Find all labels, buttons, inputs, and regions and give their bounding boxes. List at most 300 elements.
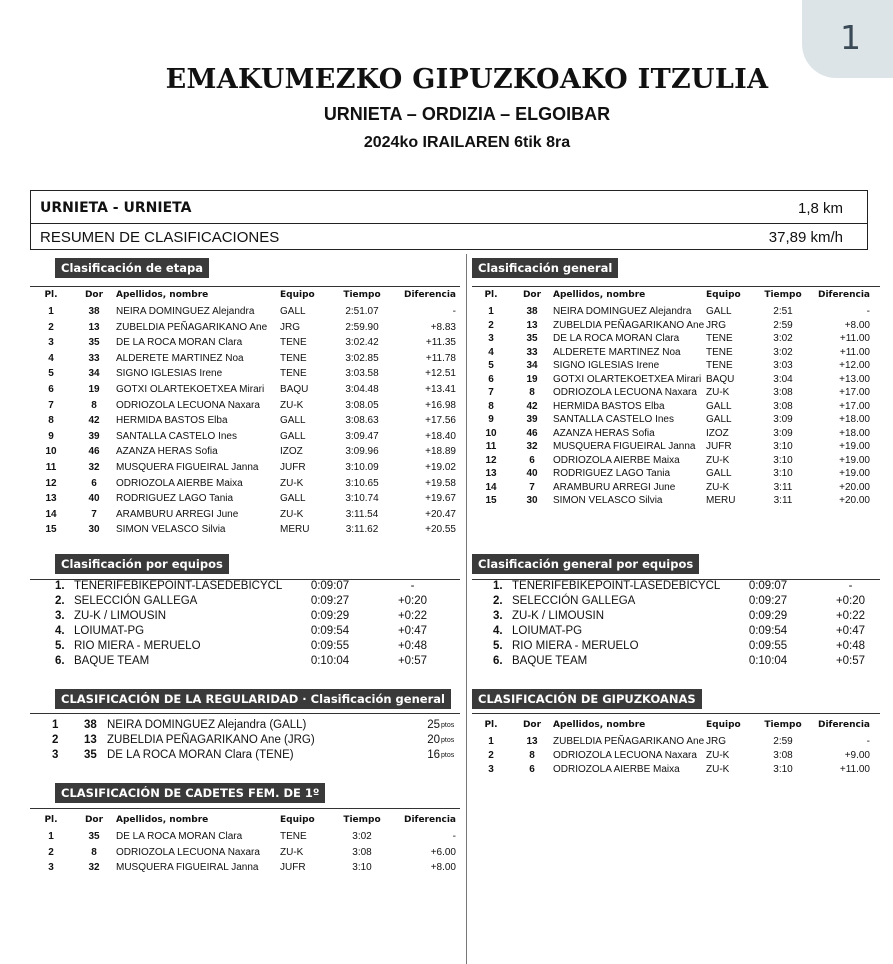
team-time: 0:09:55 xyxy=(748,640,788,652)
cell-dorsal: 40 xyxy=(526,468,538,479)
cell-gap: +17.56 xyxy=(425,415,456,427)
cell-team: ZU-K xyxy=(706,750,730,761)
cell-dorsal: 6 xyxy=(91,477,97,489)
cell-team: GALL xyxy=(706,414,732,425)
cell-team: BAQU xyxy=(706,373,735,385)
cell-gap: +12.51 xyxy=(425,368,456,380)
cell-dorsal: 35 xyxy=(88,831,100,842)
reg-points: 25 xyxy=(427,719,440,731)
cell-dorsal: 30 xyxy=(526,495,538,506)
cell-dorsal: 32 xyxy=(88,462,100,473)
cell-name: GOTXI OLARTEKOETXEA Mirari xyxy=(553,373,702,385)
cell-dorsal: 42 xyxy=(526,400,538,412)
cell-team: TENE xyxy=(280,368,307,380)
team-gap: +0:47 xyxy=(397,625,428,637)
cell-team: JUFR xyxy=(706,441,732,452)
section-general-equipos-title: Clasificación general por equipos xyxy=(472,554,699,574)
cell-time: 3:04.48 xyxy=(345,384,379,395)
cell-gap: +8.00 xyxy=(844,319,870,331)
cell-team: JUFR xyxy=(280,862,306,873)
cell-gap: +16.98 xyxy=(425,399,456,411)
cell-name: ODRIOZOLA LECUONA Naxara xyxy=(553,750,697,761)
cell-team: TENE xyxy=(280,337,307,349)
team-gap: - xyxy=(410,580,415,592)
cell-dorsal: 46 xyxy=(526,427,538,439)
cell-name: HERMIDA BASTOS Elba xyxy=(553,400,665,412)
average-speed: 37,89 km/h xyxy=(768,229,843,246)
reg-points: 20 xyxy=(427,734,440,746)
cell-dorsal: 35 xyxy=(88,337,100,349)
team-gap: - xyxy=(848,580,853,592)
stage-distance: 1,8 km xyxy=(797,200,843,217)
team-name: BAQUE TEAM xyxy=(512,655,588,667)
route-subtitle: URNIETA – ORDIZIA – ELGOIBAR xyxy=(323,104,611,124)
cell-gap: +8.83 xyxy=(430,321,456,333)
cell-gap: +11.00 xyxy=(839,764,870,775)
col-header-dorsal: Dor xyxy=(84,815,104,825)
cell-pl: 9 xyxy=(48,430,54,442)
cell-time: 3:09 xyxy=(773,414,793,425)
team-gap: +0:22 xyxy=(835,610,866,622)
cell-gap: +12.00 xyxy=(839,360,870,371)
team-name: RIO MIERA - MERUELO xyxy=(512,640,639,652)
cell-pl: 6 xyxy=(488,373,494,385)
cell-team: TENE xyxy=(706,333,733,344)
cell-name: ALDERETE MARTINEZ Noa xyxy=(116,352,244,364)
cell-dorsal: 13 xyxy=(88,321,100,333)
cell-gap: +9.00 xyxy=(844,750,870,761)
cell-name: ODRIOZOLA LECUONA Naxara xyxy=(553,387,697,398)
team-rank: 1. xyxy=(55,580,65,592)
cell-time: 2:51 xyxy=(773,306,793,317)
cell-team: GALL xyxy=(280,430,306,442)
col-header-time: Tiempo xyxy=(343,290,381,300)
cell-gap: +19.02 xyxy=(425,462,456,473)
cell-gap: +19.67 xyxy=(425,493,456,505)
col-header-time: Tiempo xyxy=(343,815,381,825)
reg-rank: 1 xyxy=(52,719,59,731)
cell-time: 3:11 xyxy=(773,481,793,493)
team-name: RIO MIERA - MERUELO xyxy=(74,640,201,652)
team-name: SELECCIÓN GALLEGA xyxy=(74,595,198,607)
team-time: 0:09:27 xyxy=(310,595,350,607)
team-time: 0:09:07 xyxy=(310,580,350,592)
cell-name: SIMON VELASCO Silvia xyxy=(553,495,663,506)
cell-name: ZUBELDIA PEÑAGARIKANO Ane xyxy=(553,736,705,747)
cell-name: RODRIGUEZ LAGO Tania xyxy=(553,468,671,479)
cell-time: 3:02 xyxy=(352,831,372,842)
reg-dorsal: 13 xyxy=(84,734,97,746)
cell-gap: +18.00 xyxy=(839,427,870,439)
cell-time: 3:10 xyxy=(352,862,372,873)
col-header-team: Equipo xyxy=(280,290,315,300)
cell-dorsal: 33 xyxy=(88,352,100,364)
col-header-team: Equipo xyxy=(280,815,315,825)
cell-gap: +19.00 xyxy=(839,454,870,466)
cell-pl: 10 xyxy=(485,427,497,439)
cell-team: MERU xyxy=(706,495,736,506)
cell-pl: 12 xyxy=(45,477,57,489)
cell-dorsal: 8 xyxy=(91,846,97,858)
col-header-pl: Pl. xyxy=(484,720,498,730)
cell-time: 3:02.42 xyxy=(345,337,379,349)
cell-gap: +18.00 xyxy=(839,414,870,425)
cell-team: ZU-K xyxy=(280,846,304,858)
cell-team: GALL xyxy=(280,415,306,427)
cell-name: RODRIGUEZ LAGO Tania xyxy=(116,493,234,505)
cell-team: ZU-K xyxy=(706,764,730,775)
cell-time: 3:08 xyxy=(773,400,793,412)
team-name: ZU-K / LIMOUSIN xyxy=(512,610,605,622)
team-gap: +0:22 xyxy=(397,610,428,622)
col-header-gap: Diferencia xyxy=(403,815,456,825)
section-general-title: Clasificación general xyxy=(472,258,618,278)
reg-points-unit: ptos xyxy=(441,737,455,744)
cell-name: DE LA ROCA MORAN Clara xyxy=(116,831,243,842)
reg-rank: 3 xyxy=(52,749,59,761)
cell-team: BAQU xyxy=(280,384,309,395)
rule-regularidad xyxy=(30,713,460,714)
summary-label: RESUMEN DE CLASIFICACIONES xyxy=(40,229,280,246)
cell-time: 3:03.58 xyxy=(345,368,379,380)
cell-gap: - xyxy=(452,306,456,317)
cell-pl: 11 xyxy=(45,462,57,473)
cell-time: 3:10 xyxy=(773,441,793,452)
cell-time: 3:08 xyxy=(773,387,793,398)
rule-cadetes xyxy=(30,808,460,809)
cell-pl: 8 xyxy=(48,415,54,427)
team-gap: +0:48 xyxy=(835,640,866,652)
cell-name: MUSQUERA FIGUEIRAL Janna xyxy=(116,862,259,873)
reg-name: NEIRA DOMINGUEZ Alejandra (GALL) xyxy=(107,719,307,731)
cell-time: 3:11.54 xyxy=(345,508,379,520)
cell-gap: +17.00 xyxy=(839,387,870,398)
cell-time: 3:04 xyxy=(773,373,793,385)
page-title: EMAKUMEZKO GIPUZKOAKO ITZULIA xyxy=(165,64,769,95)
section-equipos-title: Clasificación por equipos xyxy=(55,554,229,574)
cell-pl: 15 xyxy=(45,524,57,536)
cell-gap: - xyxy=(452,831,456,842)
cell-team: GALL xyxy=(706,400,732,412)
team-name: TENERIFEBIKEPOINT-LASEDEBICYCL xyxy=(74,580,283,592)
cell-dorsal: 7 xyxy=(91,508,97,520)
team-time: 0:09:54 xyxy=(310,625,350,637)
cell-pl: 12 xyxy=(485,454,497,466)
cell-time: 2:59 xyxy=(773,736,793,747)
cell-gap: +13.41 xyxy=(425,384,456,395)
cell-team: ZU-K xyxy=(280,508,304,520)
cell-name: SIGNO IGLESIAS Irene xyxy=(553,360,660,371)
cell-name: HERMIDA BASTOS Elba xyxy=(116,415,228,427)
col-header-name: Apellidos, nombre xyxy=(553,720,646,730)
team-gap: +0:57 xyxy=(397,655,428,667)
cell-gap: +20.55 xyxy=(425,524,456,536)
team-rank: 3. xyxy=(55,610,65,622)
column-divider xyxy=(466,254,467,964)
cell-time: 3:10 xyxy=(773,454,793,466)
cell-dorsal: 8 xyxy=(529,387,535,398)
reg-rank: 2 xyxy=(52,734,59,746)
cell-pl: 2 xyxy=(48,846,54,858)
cell-dorsal: 46 xyxy=(88,446,100,458)
reg-name: DE LA ROCA MORAN Clara (TENE) xyxy=(107,749,294,761)
cell-pl: 3 xyxy=(48,862,54,873)
col-header-name: Apellidos, nombre xyxy=(116,815,209,825)
rule-general xyxy=(472,286,880,287)
cell-dorsal: 19 xyxy=(88,384,100,395)
col-header-time: Tiempo xyxy=(764,720,802,730)
team-rank: 6. xyxy=(493,655,503,667)
cell-team: JUFR xyxy=(280,462,306,473)
cell-name: ODRIOZOLA AIERBE Maixa xyxy=(553,764,680,775)
cell-pl: 5 xyxy=(488,360,494,371)
cell-time: 2:51.07 xyxy=(345,306,379,317)
cell-time: 3:09 xyxy=(773,427,793,439)
cell-dorsal: 30 xyxy=(88,524,100,536)
reg-points-unit: ptos xyxy=(441,752,455,759)
reg-name: ZUBELDIA PEÑAGARIKANO Ane (JRG) xyxy=(107,734,315,746)
cell-time: 3:09.47 xyxy=(345,430,379,442)
cell-pl: 5 xyxy=(48,368,54,380)
cell-team: GALL xyxy=(280,493,306,505)
cell-name: ODRIOZOLA LECUONA Naxara xyxy=(116,399,260,411)
cell-name: ODRIOZOLA AIERBE Maixa xyxy=(553,454,680,466)
cell-time: 3:08.05 xyxy=(345,399,379,411)
cell-pl: 7 xyxy=(488,387,494,398)
cell-gap: +11.35 xyxy=(425,337,456,349)
cell-team: ZU-K xyxy=(280,477,304,489)
cell-name: DE LA ROCA MORAN Clara xyxy=(553,333,680,344)
cell-gap: +20.00 xyxy=(839,495,870,506)
cell-dorsal: 8 xyxy=(91,399,97,411)
cell-pl: 15 xyxy=(485,495,497,506)
reg-points-unit: ptos xyxy=(441,722,455,729)
cell-dorsal: 32 xyxy=(526,441,538,452)
col-header-name: Apellidos, nombre xyxy=(553,290,646,300)
cell-pl: 3 xyxy=(488,333,494,344)
cell-time: 3:02 xyxy=(773,346,793,358)
cell-dorsal: 34 xyxy=(88,368,100,380)
cell-gap: +20.47 xyxy=(425,508,456,520)
team-time: 0:09:07 xyxy=(748,580,788,592)
cell-gap: +17.00 xyxy=(839,400,870,412)
cell-time: 3:09.96 xyxy=(345,446,379,458)
cell-time: 2:59 xyxy=(773,319,793,331)
cell-dorsal: 42 xyxy=(88,415,100,427)
cell-time: 3:11.62 xyxy=(345,524,379,536)
cell-time: 3:02.85 xyxy=(345,352,379,364)
col-header-gap: Diferencia xyxy=(817,290,870,300)
cell-name: SIGNO IGLESIAS Irene xyxy=(116,368,223,380)
col-header-dorsal: Dor xyxy=(84,290,104,300)
team-name: TENERIFEBIKEPOINT-LASEDEBICYCL xyxy=(512,580,721,592)
cell-name: NEIRA DOMINGUEZ Alejandra xyxy=(553,306,692,317)
rule-gipuzkoanas xyxy=(472,713,880,714)
col-header-dorsal: Dor xyxy=(522,290,542,300)
cell-name: ZUBELDIA PEÑAGARIKANO Ane xyxy=(553,319,705,331)
cell-dorsal: 39 xyxy=(526,414,538,425)
cell-pl: 1 xyxy=(488,736,494,747)
cell-gap: +19.58 xyxy=(425,477,456,489)
cell-pl: 1 xyxy=(48,831,54,842)
cell-team: JRG xyxy=(280,321,300,333)
cell-pl: 14 xyxy=(45,508,57,520)
stage-header-row xyxy=(31,191,867,224)
cell-name: AZANZA HERAS Sofia xyxy=(553,427,655,439)
cell-dorsal: 38 xyxy=(88,306,100,317)
col-header-time: Tiempo xyxy=(764,290,802,300)
team-time: 0:09:55 xyxy=(310,640,350,652)
col-header-pl: Pl. xyxy=(44,815,58,825)
cell-dorsal: 40 xyxy=(88,493,100,505)
cell-dorsal: 35 xyxy=(526,333,538,344)
cell-pl: 13 xyxy=(485,468,497,479)
cell-gap: +18.89 xyxy=(425,446,456,458)
team-gap: +0:20 xyxy=(397,595,428,607)
col-header-dorsal: Dor xyxy=(522,720,542,730)
team-gap: +0:48 xyxy=(397,640,428,652)
cell-name: SIMON VELASCO Silvia xyxy=(116,524,226,536)
team-gap: +0:57 xyxy=(835,655,866,667)
cell-gap: +11.00 xyxy=(839,333,870,344)
cell-pl: 4 xyxy=(48,352,54,364)
cell-gap: +19.00 xyxy=(839,468,870,479)
cell-gap: +13.00 xyxy=(839,373,870,385)
cell-team: ZU-K xyxy=(280,399,304,411)
team-time: 0:09:29 xyxy=(310,610,350,622)
cell-team: MERU xyxy=(280,524,310,536)
cell-gap: +8.00 xyxy=(430,862,456,873)
cell-pl: 14 xyxy=(485,481,497,493)
cell-dorsal: 19 xyxy=(526,373,538,385)
team-gap: +0:20 xyxy=(835,595,866,607)
stage-name: URNIETA - URNIETA xyxy=(40,200,192,216)
cell-gap: - xyxy=(866,736,870,747)
team-name: LOIUMAT-PG xyxy=(74,625,145,637)
cell-dorsal: 38 xyxy=(526,306,538,317)
cell-gap: +18.40 xyxy=(425,430,456,442)
stage-info-box xyxy=(30,190,868,250)
page-number: 1 xyxy=(840,18,861,57)
rule-etapa xyxy=(30,286,460,287)
reg-points: 16 xyxy=(427,749,440,761)
cell-team: IZOZ xyxy=(280,446,303,458)
cell-dorsal: 8 xyxy=(529,750,535,761)
cell-name: ODRIOZOLA AIERBE Maixa xyxy=(116,477,243,489)
team-time: 0:10:04 xyxy=(748,655,788,667)
cell-team: TENE xyxy=(706,346,733,358)
cell-time: 3:02 xyxy=(773,333,793,344)
cell-name: DE LA ROCA MORAN Clara xyxy=(116,337,243,349)
cell-name: GOTXI OLARTEKOETXEA Mirari xyxy=(116,384,265,395)
section-regularidad-title: CLASIFICACIÓN DE LA REGULARIDAD · Clasificación general xyxy=(55,689,451,709)
cell-team: GALL xyxy=(706,306,732,317)
cell-time: 3:10 xyxy=(773,468,793,479)
section-gipuzkoanas-title: CLASIFICACIÓN DE GIPUZKOANAS xyxy=(472,689,702,709)
cell-name: ODRIOZOLA LECUONA Naxara xyxy=(116,846,260,858)
col-header-team: Equipo xyxy=(706,720,741,730)
team-rank: 5. xyxy=(493,640,503,652)
cell-pl: 1 xyxy=(488,306,494,317)
cell-team: GALL xyxy=(280,306,306,317)
cell-pl: 6 xyxy=(48,384,54,395)
col-header-team: Equipo xyxy=(706,290,741,300)
team-time: 0:10:04 xyxy=(310,655,350,667)
cell-pl: 8 xyxy=(488,400,494,412)
cell-dorsal: 33 xyxy=(526,346,538,358)
cell-gap: +11.78 xyxy=(425,352,456,364)
cell-time: 3:08 xyxy=(773,750,793,761)
cell-pl: 1 xyxy=(48,306,54,317)
cell-team: ZU-K xyxy=(706,454,730,466)
cell-dorsal: 13 xyxy=(526,736,538,747)
team-rank: 1. xyxy=(493,580,503,592)
col-header-gap: Diferencia xyxy=(817,720,870,730)
cell-dorsal: 6 xyxy=(529,764,535,775)
cell-name: ALDERETE MARTINEZ Noa xyxy=(553,346,681,358)
col-header-gap: Diferencia xyxy=(403,290,456,300)
cell-pl: 3 xyxy=(488,764,494,775)
cell-dorsal: 39 xyxy=(88,430,100,442)
section-cadetes-title: CLASIFICACIÓN DE CADETES FEM. DE 1º xyxy=(55,783,325,803)
team-rank: 5. xyxy=(55,640,65,652)
cell-name: NEIRA DOMINGUEZ Alejandra xyxy=(116,306,255,317)
team-rank: 4. xyxy=(493,625,503,637)
cell-pl: 2 xyxy=(488,319,494,331)
team-rank: 4. xyxy=(55,625,65,637)
team-name: LOIUMAT-PG xyxy=(512,625,583,637)
cell-team: TENE xyxy=(280,831,307,842)
cell-pl: 9 xyxy=(488,414,494,425)
cell-team: TENE xyxy=(706,360,733,371)
cell-name: MUSQUERA FIGUEIRAL Janna xyxy=(553,441,696,452)
cell-time: 3:10 xyxy=(773,764,793,775)
cell-pl: 2 xyxy=(48,321,54,333)
team-rank: 3. xyxy=(493,610,503,622)
cell-team: ZU-K xyxy=(706,387,730,398)
cell-dorsal: 7 xyxy=(529,481,535,493)
cell-pl: 3 xyxy=(48,337,54,349)
cell-team: ZU-K xyxy=(706,481,730,493)
team-rank: 2. xyxy=(55,595,65,607)
cell-gap: +11.00 xyxy=(839,346,870,358)
cell-name: AZANZA HERAS Sofia xyxy=(116,446,218,458)
cell-name: SANTALLA CASTELO Ines xyxy=(553,414,674,425)
reg-dorsal: 38 xyxy=(84,719,97,731)
cell-pl: 13 xyxy=(45,493,57,505)
cell-dorsal: 34 xyxy=(526,360,538,371)
cell-team: IZOZ xyxy=(706,427,729,439)
team-time: 0:09:54 xyxy=(748,625,788,637)
team-name: ZU-K / LIMOUSIN xyxy=(74,610,167,622)
cell-time: 3:10.09 xyxy=(345,462,379,473)
team-name: SELECCIÓN GALLEGA xyxy=(512,595,636,607)
cell-pl: 7 xyxy=(48,399,54,411)
cell-team: JRG xyxy=(706,319,726,331)
cell-dorsal: 32 xyxy=(88,862,100,873)
reg-dorsal: 35 xyxy=(84,749,97,761)
cell-pl: 2 xyxy=(488,750,494,761)
section-etapa-title: Clasificación de etapa xyxy=(55,258,209,278)
cell-gap: - xyxy=(866,306,870,317)
team-rank: 2. xyxy=(493,595,503,607)
cell-gap: +19.00 xyxy=(839,441,870,452)
cell-time: 3:08 xyxy=(352,846,372,858)
cell-pl: 11 xyxy=(485,441,497,452)
cell-gap: +20.00 xyxy=(839,481,870,493)
cell-time: 3:11 xyxy=(773,495,793,506)
team-rank: 6. xyxy=(55,655,65,667)
